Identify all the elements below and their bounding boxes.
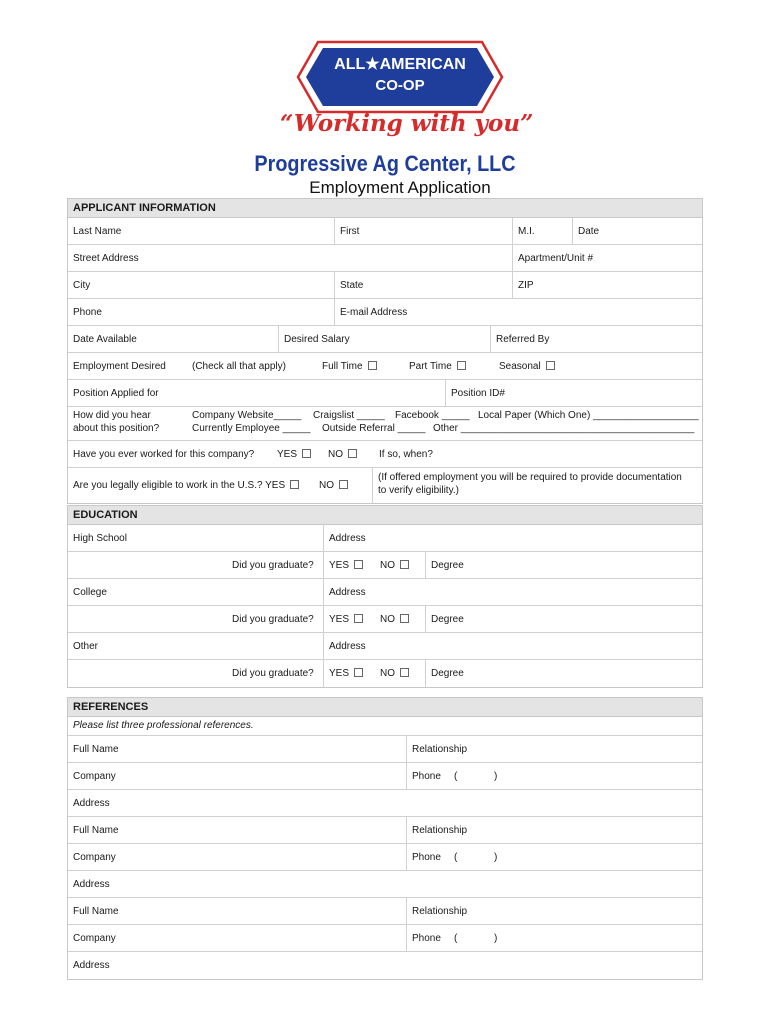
high-school-row bbox=[68, 525, 702, 552]
contact-row bbox=[68, 299, 702, 326]
phone-field[interactable]: Phone ( ) bbox=[406, 844, 704, 870]
high-school-address-field[interactable]: Address bbox=[323, 525, 704, 551]
college-row bbox=[68, 579, 702, 606]
full-time-checkbox[interactable] bbox=[368, 361, 377, 370]
applicant-information-section bbox=[67, 198, 703, 504]
section-heading: APPLICANT INFORMATION bbox=[68, 199, 702, 218]
address-field[interactable]: Address bbox=[73, 798, 110, 809]
graduate-options bbox=[323, 606, 425, 632]
reference-address-row bbox=[68, 871, 702, 898]
option-current-employee[interactable]: Currently Employee _____ bbox=[192, 423, 311, 434]
degree-field[interactable]: Degree bbox=[425, 606, 704, 632]
how-heard-label-2: about this position? bbox=[73, 423, 160, 434]
position-row bbox=[68, 380, 702, 407]
desired-salary-field[interactable]: Desired Salary bbox=[278, 326, 490, 352]
relationship-field[interactable]: Relationship bbox=[406, 898, 704, 924]
worked-yes-checkbox[interactable] bbox=[302, 449, 311, 458]
reference-company-row bbox=[68, 763, 702, 790]
graduate-options bbox=[323, 660, 425, 687]
worked-before-no[interactable]: NO bbox=[328, 449, 357, 460]
part-time-checkbox[interactable] bbox=[457, 361, 466, 370]
reference-name-row bbox=[68, 817, 702, 844]
seasonal-option[interactable]: Seasonal bbox=[499, 361, 555, 372]
company-field[interactable]: Company bbox=[73, 933, 116, 944]
college-field[interactable]: College bbox=[73, 587, 107, 598]
street-address-field[interactable]: Street Address bbox=[73, 253, 139, 264]
phone-field[interactable]: Phone ( ) bbox=[406, 763, 704, 789]
section-heading: REFERENCES bbox=[68, 698, 702, 717]
zip-field[interactable]: ZIP bbox=[512, 272, 704, 298]
graduate-no[interactable]: NO bbox=[380, 614, 409, 625]
logo-line1: ALL★AMERICAN bbox=[334, 56, 466, 73]
graduate-options bbox=[323, 552, 425, 578]
relationship-field[interactable]: Relationship bbox=[406, 817, 704, 843]
other-address-field[interactable]: Address bbox=[323, 633, 704, 659]
high-school-graduate-row bbox=[68, 552, 702, 579]
company-name: Progressive Ag Center, LLC bbox=[254, 151, 516, 176]
position-applied-field[interactable]: Position Applied for bbox=[73, 388, 159, 399]
company-field[interactable]: Company bbox=[73, 771, 116, 782]
middle-initial-field[interactable]: M.I. bbox=[512, 218, 572, 244]
availability-row bbox=[68, 326, 702, 353]
eligibility-no[interactable]: NO bbox=[319, 480, 348, 491]
eligibility-note: (If offered employment you will be required to provide documentation to verify eligibility.) bbox=[372, 468, 704, 503]
option-local-paper[interactable]: Local Paper (Which One) ___________________ bbox=[478, 410, 699, 421]
option-other[interactable]: Other __________________________________________ bbox=[433, 423, 695, 434]
worked-no-checkbox[interactable] bbox=[348, 449, 357, 458]
relationship-field[interactable]: Relationship bbox=[406, 736, 704, 762]
employment-desired-label: Employment Desired bbox=[73, 361, 166, 372]
graduate-no[interactable]: NO bbox=[380, 668, 409, 679]
references-intro-row bbox=[68, 717, 702, 736]
city-row bbox=[68, 272, 702, 299]
full-name-field[interactable]: Full Name bbox=[73, 825, 119, 836]
reference-name-row bbox=[68, 736, 702, 763]
reference-address-row bbox=[68, 790, 702, 817]
how-heard-row bbox=[68, 407, 702, 441]
date-field[interactable]: Date bbox=[572, 218, 704, 244]
email-field[interactable]: E-mail Address bbox=[334, 299, 704, 325]
high-school-field[interactable]: High School bbox=[73, 533, 127, 544]
eligibility-yes[interactable]: Are you legally eligible to work in the U.S.? YES bbox=[73, 480, 299, 491]
state-field[interactable]: State bbox=[334, 272, 512, 298]
phone-field[interactable]: Phone ( ) bbox=[406, 925, 704, 951]
hs-no-checkbox[interactable] bbox=[400, 560, 409, 569]
part-time-option[interactable]: Part Time bbox=[409, 361, 466, 372]
company-logo bbox=[296, 40, 504, 114]
section-heading: EDUCATION bbox=[68, 506, 702, 525]
referred-by-field[interactable]: Referred By bbox=[490, 326, 704, 352]
worked-before-yes[interactable]: YES bbox=[277, 449, 311, 460]
tagline: “Working with you” bbox=[280, 110, 534, 137]
hs-yes-checkbox[interactable] bbox=[354, 560, 363, 569]
name-row bbox=[68, 218, 702, 245]
eligibility-question bbox=[68, 468, 372, 503]
first-name-field[interactable]: First bbox=[334, 218, 512, 244]
did-graduate-label: Did you graduate? bbox=[232, 668, 314, 679]
city-field[interactable]: City bbox=[73, 280, 91, 291]
education-section bbox=[67, 505, 703, 688]
position-id-field[interactable]: Position ID# bbox=[445, 380, 704, 406]
reference-name-row bbox=[68, 898, 702, 925]
graduate-no[interactable]: NO bbox=[380, 560, 409, 571]
date-available-field[interactable]: Date Available bbox=[73, 334, 137, 345]
other-school-field[interactable]: Other bbox=[73, 641, 99, 652]
employment-desired-row bbox=[68, 353, 702, 380]
option-company-website[interactable]: Company Website_____ bbox=[192, 410, 302, 421]
apartment-field[interactable]: Apartment/Unit # bbox=[512, 245, 704, 271]
worked-before-label: Have you ever worked for this company? bbox=[73, 449, 255, 460]
degree-field[interactable]: Degree bbox=[425, 552, 704, 578]
seasonal-checkbox[interactable] bbox=[546, 361, 555, 370]
college-yes-checkbox[interactable] bbox=[354, 614, 363, 623]
other-school-row bbox=[68, 633, 702, 660]
references-intro: Please list three professional references. bbox=[73, 720, 254, 731]
option-outside-referral[interactable]: Outside Referral _____ bbox=[322, 423, 426, 434]
graduate-yes[interactable]: YES bbox=[329, 560, 363, 571]
address-field[interactable]: Address bbox=[73, 960, 110, 971]
option-craigslist[interactable]: Craigslist _____ bbox=[313, 410, 385, 421]
last-name-field[interactable]: Last Name bbox=[73, 226, 122, 237]
graduate-yes[interactable]: YES bbox=[329, 668, 363, 679]
option-facebook[interactable]: Facebook _____ bbox=[395, 410, 470, 421]
full-name-field[interactable]: Full Name bbox=[73, 906, 119, 917]
college-graduate-row bbox=[68, 606, 702, 633]
did-graduate-label: Did you graduate? bbox=[232, 560, 314, 571]
eligible-yes-checkbox[interactable] bbox=[290, 480, 299, 489]
logo-line2: CO-OP bbox=[375, 77, 425, 94]
graduate-yes[interactable]: YES bbox=[329, 614, 363, 625]
page-title: Employment Application bbox=[309, 178, 491, 197]
company-field[interactable]: Company bbox=[73, 852, 116, 863]
reference-company-row bbox=[68, 925, 702, 952]
eligibility-row bbox=[68, 468, 702, 503]
degree-field[interactable]: Degree bbox=[425, 660, 704, 687]
reference-address-row bbox=[68, 952, 702, 979]
full-time-option[interactable]: Full Time bbox=[322, 361, 377, 372]
other-graduate-row bbox=[68, 660, 702, 687]
eligible-no-checkbox[interactable] bbox=[339, 480, 348, 489]
phone-field[interactable]: Phone bbox=[73, 307, 102, 318]
worked-before-row bbox=[68, 441, 702, 468]
college-address-field[interactable]: Address bbox=[323, 579, 704, 605]
full-name-field[interactable]: Full Name bbox=[73, 744, 119, 755]
reference-company-row bbox=[68, 844, 702, 871]
other-yes-checkbox[interactable] bbox=[354, 668, 363, 677]
college-no-checkbox[interactable] bbox=[400, 614, 409, 623]
did-graduate-label: Did you graduate? bbox=[232, 614, 314, 625]
if-so-when-field[interactable]: If so, when? bbox=[379, 449, 433, 460]
references-section bbox=[67, 697, 703, 980]
other-no-checkbox[interactable] bbox=[400, 668, 409, 677]
address-field[interactable]: Address bbox=[73, 879, 110, 890]
check-all-label: (Check all that apply) bbox=[192, 361, 286, 372]
how-heard-label-1: How did you hear bbox=[73, 410, 151, 421]
address-row bbox=[68, 245, 702, 272]
